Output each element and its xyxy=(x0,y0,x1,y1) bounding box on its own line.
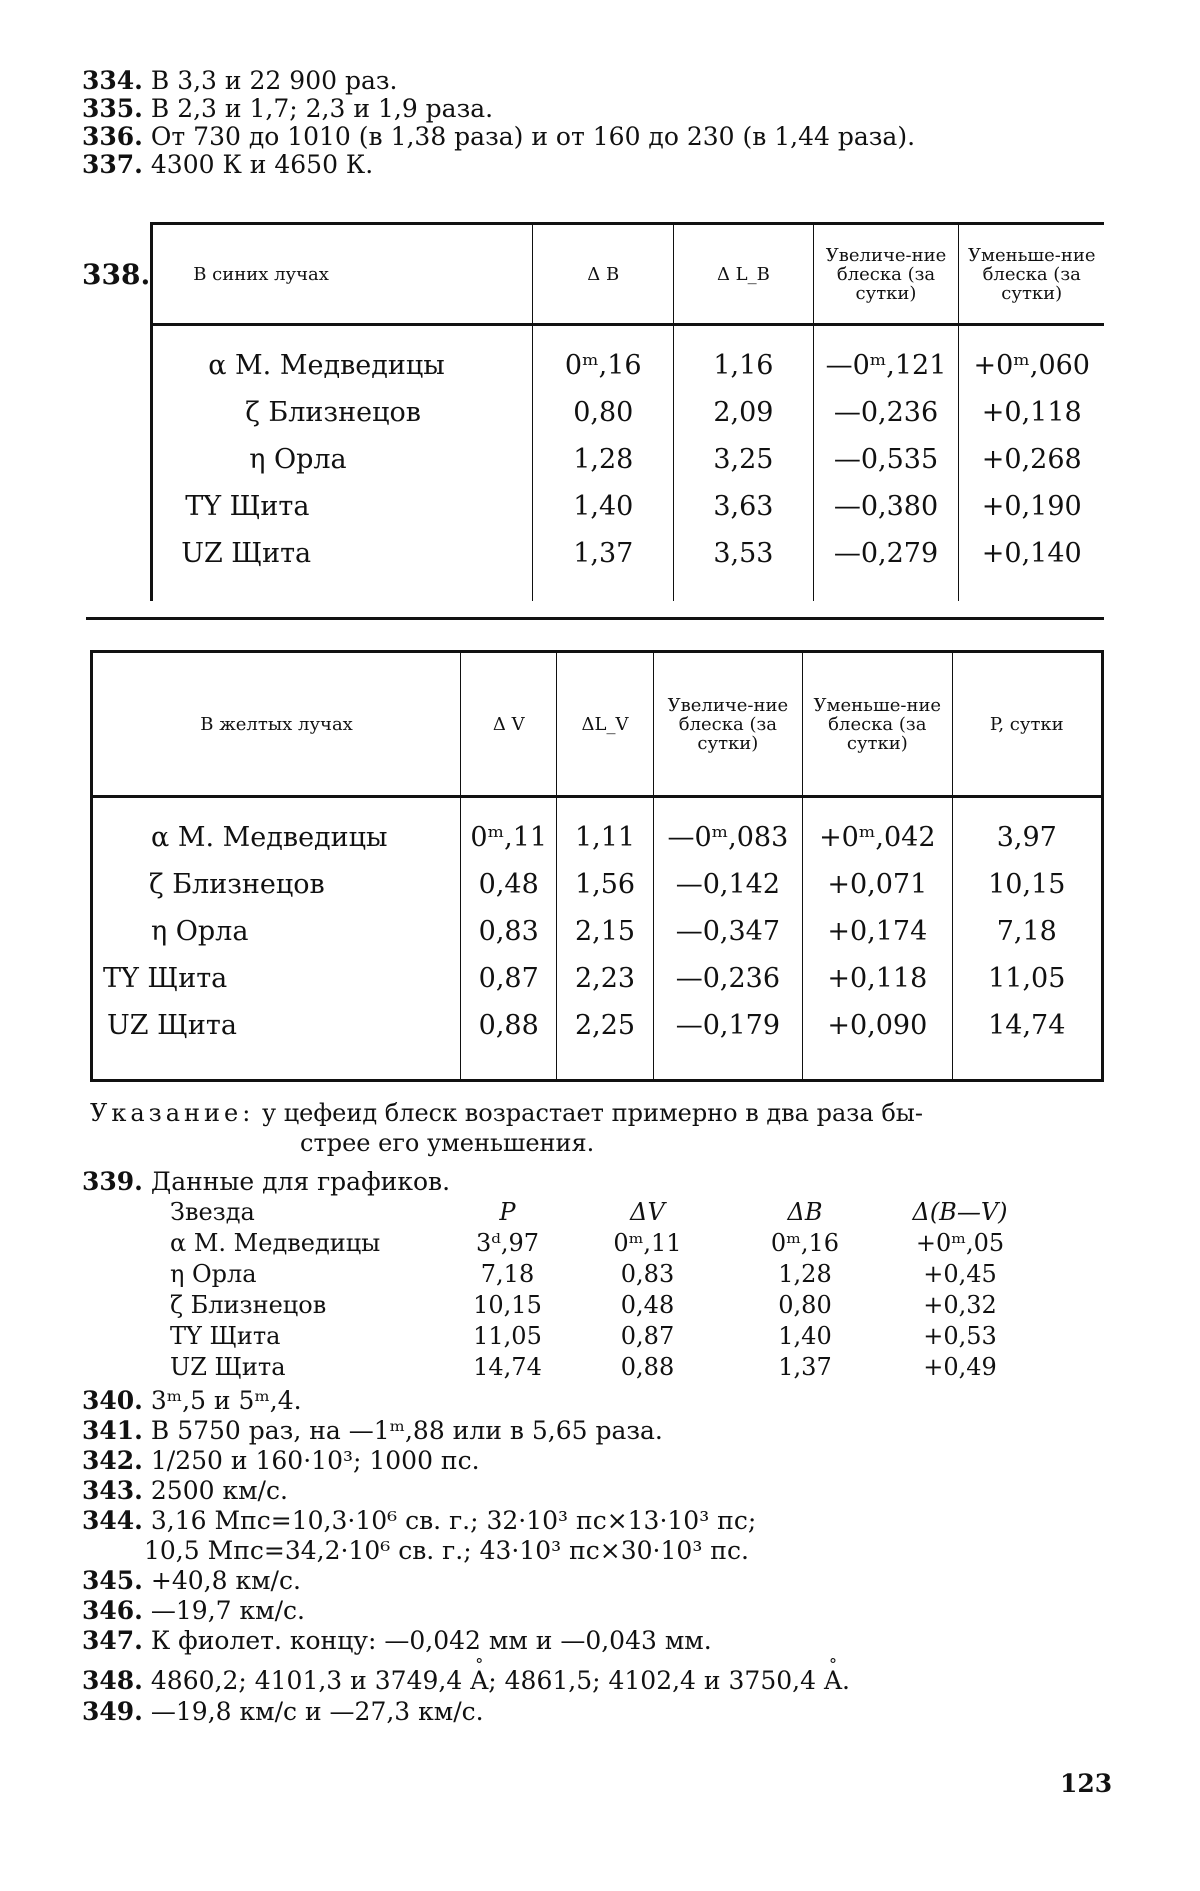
cell: 14,74 xyxy=(952,1002,1102,1049)
cell: 0,88 xyxy=(461,1002,557,1049)
answer-number: 341. xyxy=(82,1416,143,1445)
note-line-2: стрее его уменьшения. xyxy=(300,1129,595,1157)
answer-text: 3ᵐ,5 и 5ᵐ,4. xyxy=(150,1386,302,1415)
cell: 2,15 xyxy=(557,908,653,955)
table-row xyxy=(170,1228,1035,1259)
cell: —0,236 xyxy=(653,955,802,1002)
header-cell: ΔV xyxy=(630,1198,665,1226)
answer-end: . xyxy=(842,1666,850,1695)
answer-text: От 730 до 1010 (в 1,38 раза) и от 160 до 230 (в 1,44 раза). xyxy=(150,122,916,151)
star-name: η Орла xyxy=(92,908,461,955)
cell: 0ᵐ,11 xyxy=(461,814,557,861)
cell: —0,179 xyxy=(653,1002,802,1049)
answer-341 xyxy=(82,1416,663,1446)
header-cell: Уменьше-ние блеска (за сутки) xyxy=(803,652,952,797)
table-row xyxy=(82,389,1104,436)
star-name: α М. Медведицы xyxy=(152,342,533,389)
cell: +0,118 xyxy=(959,389,1104,436)
star-name: α М. Медведицы xyxy=(92,814,461,861)
table-header-row xyxy=(82,224,1104,325)
table-blue-rays xyxy=(82,222,1104,601)
answer-number: 346. xyxy=(82,1596,143,1625)
answer-number: 339. xyxy=(82,1167,143,1196)
star-name: ζ Близнецов xyxy=(170,1291,327,1319)
cell: +0,190 xyxy=(959,483,1104,530)
cell: 3ᵈ,97 xyxy=(475,1229,540,1257)
answer-339 xyxy=(82,1167,450,1197)
header-cell: ΔL_V xyxy=(557,652,653,797)
answer-number: 344. xyxy=(82,1506,143,1535)
table-row xyxy=(92,1002,1103,1049)
star-name: TY Щита xyxy=(92,955,461,1002)
cell: +0,118 xyxy=(803,955,952,1002)
answer-number: 336. xyxy=(82,122,143,151)
answer-number: 335. xyxy=(82,94,143,123)
answer-text: 3,16 Мпс=10,3·10⁶ св. г.; 32·10³ пс×13·10³ пс; xyxy=(150,1506,757,1535)
answer-337 xyxy=(82,150,373,180)
header-cell: P xyxy=(499,1198,516,1226)
cell: 0,48 xyxy=(461,861,557,908)
cell: +0,071 xyxy=(803,861,952,908)
star-name: α М. Медведицы xyxy=(170,1229,381,1257)
cell: —0,279 xyxy=(813,530,959,577)
answer-text: 4300 К и 4650 К. xyxy=(150,150,374,179)
cell: +0ᵐ,05 xyxy=(915,1229,1005,1257)
answer-342 xyxy=(82,1446,480,1476)
page-number: 123 xyxy=(1060,1769,1113,1798)
cell: +0,090 xyxy=(803,1002,952,1049)
answer-text: В 5750 раз, на —1ᵐ,88 или в 5,65 раза. xyxy=(150,1416,663,1445)
star-name: UZ Щита xyxy=(170,1353,286,1381)
answer-text: В 3,3 и 22 900 раз. xyxy=(150,66,398,95)
answer-345 xyxy=(82,1566,301,1596)
graph-data-table xyxy=(170,1197,1035,1383)
cell: 0ᵐ,16 xyxy=(533,342,674,389)
cell: 1,28 xyxy=(533,436,674,483)
cell: 0,80 xyxy=(778,1291,832,1319)
cell: 3,63 xyxy=(674,483,813,530)
answer-number: 343. xyxy=(82,1476,143,1505)
answer-number: 337. xyxy=(82,150,143,179)
cell: 10,15 xyxy=(473,1291,542,1319)
answer-number: 349. xyxy=(82,1697,143,1726)
cell: 1,37 xyxy=(533,530,674,577)
cell: 1,16 xyxy=(674,342,813,389)
cell: 7,18 xyxy=(952,908,1102,955)
answer-336 xyxy=(82,122,915,152)
note-label: Указание: xyxy=(90,1099,255,1127)
answer-number: 340. xyxy=(82,1386,143,1415)
answer-number: 334. xyxy=(82,66,143,95)
cell: —0,535 xyxy=(813,436,959,483)
table-row xyxy=(92,861,1103,908)
cell: +0,140 xyxy=(959,530,1104,577)
angstrom-unit: ° A xyxy=(470,1666,488,1696)
cell: 1,40 xyxy=(533,483,674,530)
table-row xyxy=(170,1259,1035,1290)
star-name: UZ Щита xyxy=(92,1002,461,1049)
cell: 0,83 xyxy=(461,908,557,955)
answer-340 xyxy=(82,1386,302,1416)
answer-349 xyxy=(82,1697,484,1727)
answer-text: Данные для графиков. xyxy=(150,1167,451,1196)
cell: 2,23 xyxy=(557,955,653,1002)
answer-text: К фиолет. концу: —0,042 мм и —0,043 мм. xyxy=(150,1626,712,1655)
cell: 11,05 xyxy=(473,1322,542,1350)
header-cell: В синих лучах xyxy=(152,224,533,325)
cell: 1,40 xyxy=(778,1322,832,1350)
cell: +0,174 xyxy=(803,908,952,955)
star-name: η Орла xyxy=(152,436,533,483)
header-cell: Δ L_B xyxy=(674,224,813,325)
cell: —0,380 xyxy=(813,483,959,530)
table-header-row xyxy=(92,652,1103,797)
header-cell: ΔB xyxy=(787,1198,823,1226)
table-bottom-rule xyxy=(86,617,1104,620)
cell: 7,18 xyxy=(480,1260,535,1288)
table-row xyxy=(82,436,1104,483)
cell: —0,236 xyxy=(813,389,959,436)
table-row xyxy=(82,530,1104,577)
table-label: 338. xyxy=(82,257,151,291)
cell: 14,74 xyxy=(473,1353,542,1381)
answer-text: —19,7 км/с. xyxy=(150,1596,305,1625)
cell: +0,268 xyxy=(959,436,1104,483)
table-row xyxy=(92,814,1103,861)
cell: —0,347 xyxy=(653,908,802,955)
star-name: UZ Щита xyxy=(152,530,533,577)
cell: 11,05 xyxy=(952,955,1102,1002)
answer-text: —19,8 км/с и —27,3 км/с. xyxy=(150,1697,484,1726)
cell: +0ᵐ,042 xyxy=(803,814,952,861)
answer-343 xyxy=(82,1476,288,1506)
answer-344 xyxy=(82,1506,756,1566)
answer-text: 1/250 и 160·10³; 1000 пс. xyxy=(150,1446,480,1475)
cell: 0,48 xyxy=(620,1291,675,1319)
answer-number: 345. xyxy=(82,1566,143,1595)
star-name: ζ Близнецов xyxy=(152,389,533,436)
cell: +0,32 xyxy=(923,1291,997,1319)
header-cell: Δ V xyxy=(461,652,557,797)
header-cell: Увеличе-ние блеска (за сутки) xyxy=(813,224,959,325)
answer-text: 2500 км/с. xyxy=(150,1476,288,1505)
header-cell: Уменьше-ние блеска (за сутки) xyxy=(959,224,1104,325)
star-name: η Орла xyxy=(170,1260,257,1288)
table-yellow-rays xyxy=(90,650,1104,1082)
cell: 0,80 xyxy=(533,389,674,436)
cell: 0,87 xyxy=(620,1322,675,1350)
cell: 2,25 xyxy=(557,1002,653,1049)
cell: —0ᵐ,121 xyxy=(813,342,959,389)
answer-continuation: 10,5 Мпс=34,2·10⁶ св. г.; 43·10³ пс×30·10³ пс. xyxy=(144,1536,749,1565)
table-row xyxy=(92,955,1103,1002)
cell: —0,142 xyxy=(653,861,802,908)
table-row xyxy=(92,908,1103,955)
header-cell: Увеличе-ние блеска (за сутки) xyxy=(653,652,802,797)
graph-data-header xyxy=(170,1197,1035,1228)
table-row xyxy=(170,1352,1035,1383)
cell: 2,09 xyxy=(674,389,813,436)
answer-number: 342. xyxy=(82,1446,143,1475)
cell: 1,56 xyxy=(557,861,653,908)
star-name: TY Щита xyxy=(170,1322,281,1350)
cell: +0,45 xyxy=(923,1260,997,1288)
cell: 1,28 xyxy=(778,1260,832,1288)
answer-text-a: 4860,2; 4101,3 и 3749,4 xyxy=(150,1666,471,1695)
table-row xyxy=(170,1321,1035,1352)
answer-text-b: ; 4861,5; 4102,4 и 3750,4 xyxy=(488,1666,824,1695)
cell: +0,53 xyxy=(923,1322,997,1350)
star-name: TY Щита xyxy=(152,483,533,530)
header-cell: Δ(B—V) xyxy=(912,1198,1008,1226)
cell: 0,88 xyxy=(620,1353,675,1381)
star-name: ζ Близнецов xyxy=(92,861,461,908)
cell: 0,87 xyxy=(461,955,557,1002)
answer-number: 347. xyxy=(82,1626,143,1655)
answer-335 xyxy=(82,94,493,124)
table-row xyxy=(82,483,1104,530)
table-row xyxy=(170,1290,1035,1321)
header-cell: Δ B xyxy=(533,224,674,325)
answer-text: В 2,3 и 1,7; 2,3 и 1,9 раза. xyxy=(150,94,494,123)
cell: 1,11 xyxy=(557,814,653,861)
table-row xyxy=(82,342,1104,389)
header-cell: В желтых лучах xyxy=(92,652,461,797)
answer-347 xyxy=(82,1626,712,1656)
cell: —0ᵐ,083 xyxy=(653,814,802,861)
header-cell: P, сутки xyxy=(952,652,1102,797)
cell: 10,15 xyxy=(952,861,1102,908)
answer-number: 348. xyxy=(82,1666,143,1695)
cell: 3,97 xyxy=(952,814,1102,861)
note-line-1: у цефеид блеск возрастает примерно в два раза бы- xyxy=(261,1099,923,1127)
note xyxy=(90,1098,1104,1158)
answer-348 xyxy=(82,1666,850,1696)
cell: 3,25 xyxy=(674,436,813,483)
answer-text: +40,8 км/с. xyxy=(150,1566,301,1595)
angstrom-unit: ° A xyxy=(824,1666,842,1696)
cell: 0,83 xyxy=(620,1260,675,1288)
cell: 3,53 xyxy=(674,530,813,577)
cell: +0ᵐ,060 xyxy=(959,342,1104,389)
cell: +0,49 xyxy=(923,1353,997,1381)
answer-334 xyxy=(82,66,397,96)
answer-346 xyxy=(82,1596,305,1626)
cell: 1,37 xyxy=(778,1353,832,1381)
header-cell: Звезда xyxy=(170,1198,255,1226)
cell: 0ᵐ,11 xyxy=(613,1229,682,1257)
cell: 0ᵐ,16 xyxy=(770,1229,840,1257)
